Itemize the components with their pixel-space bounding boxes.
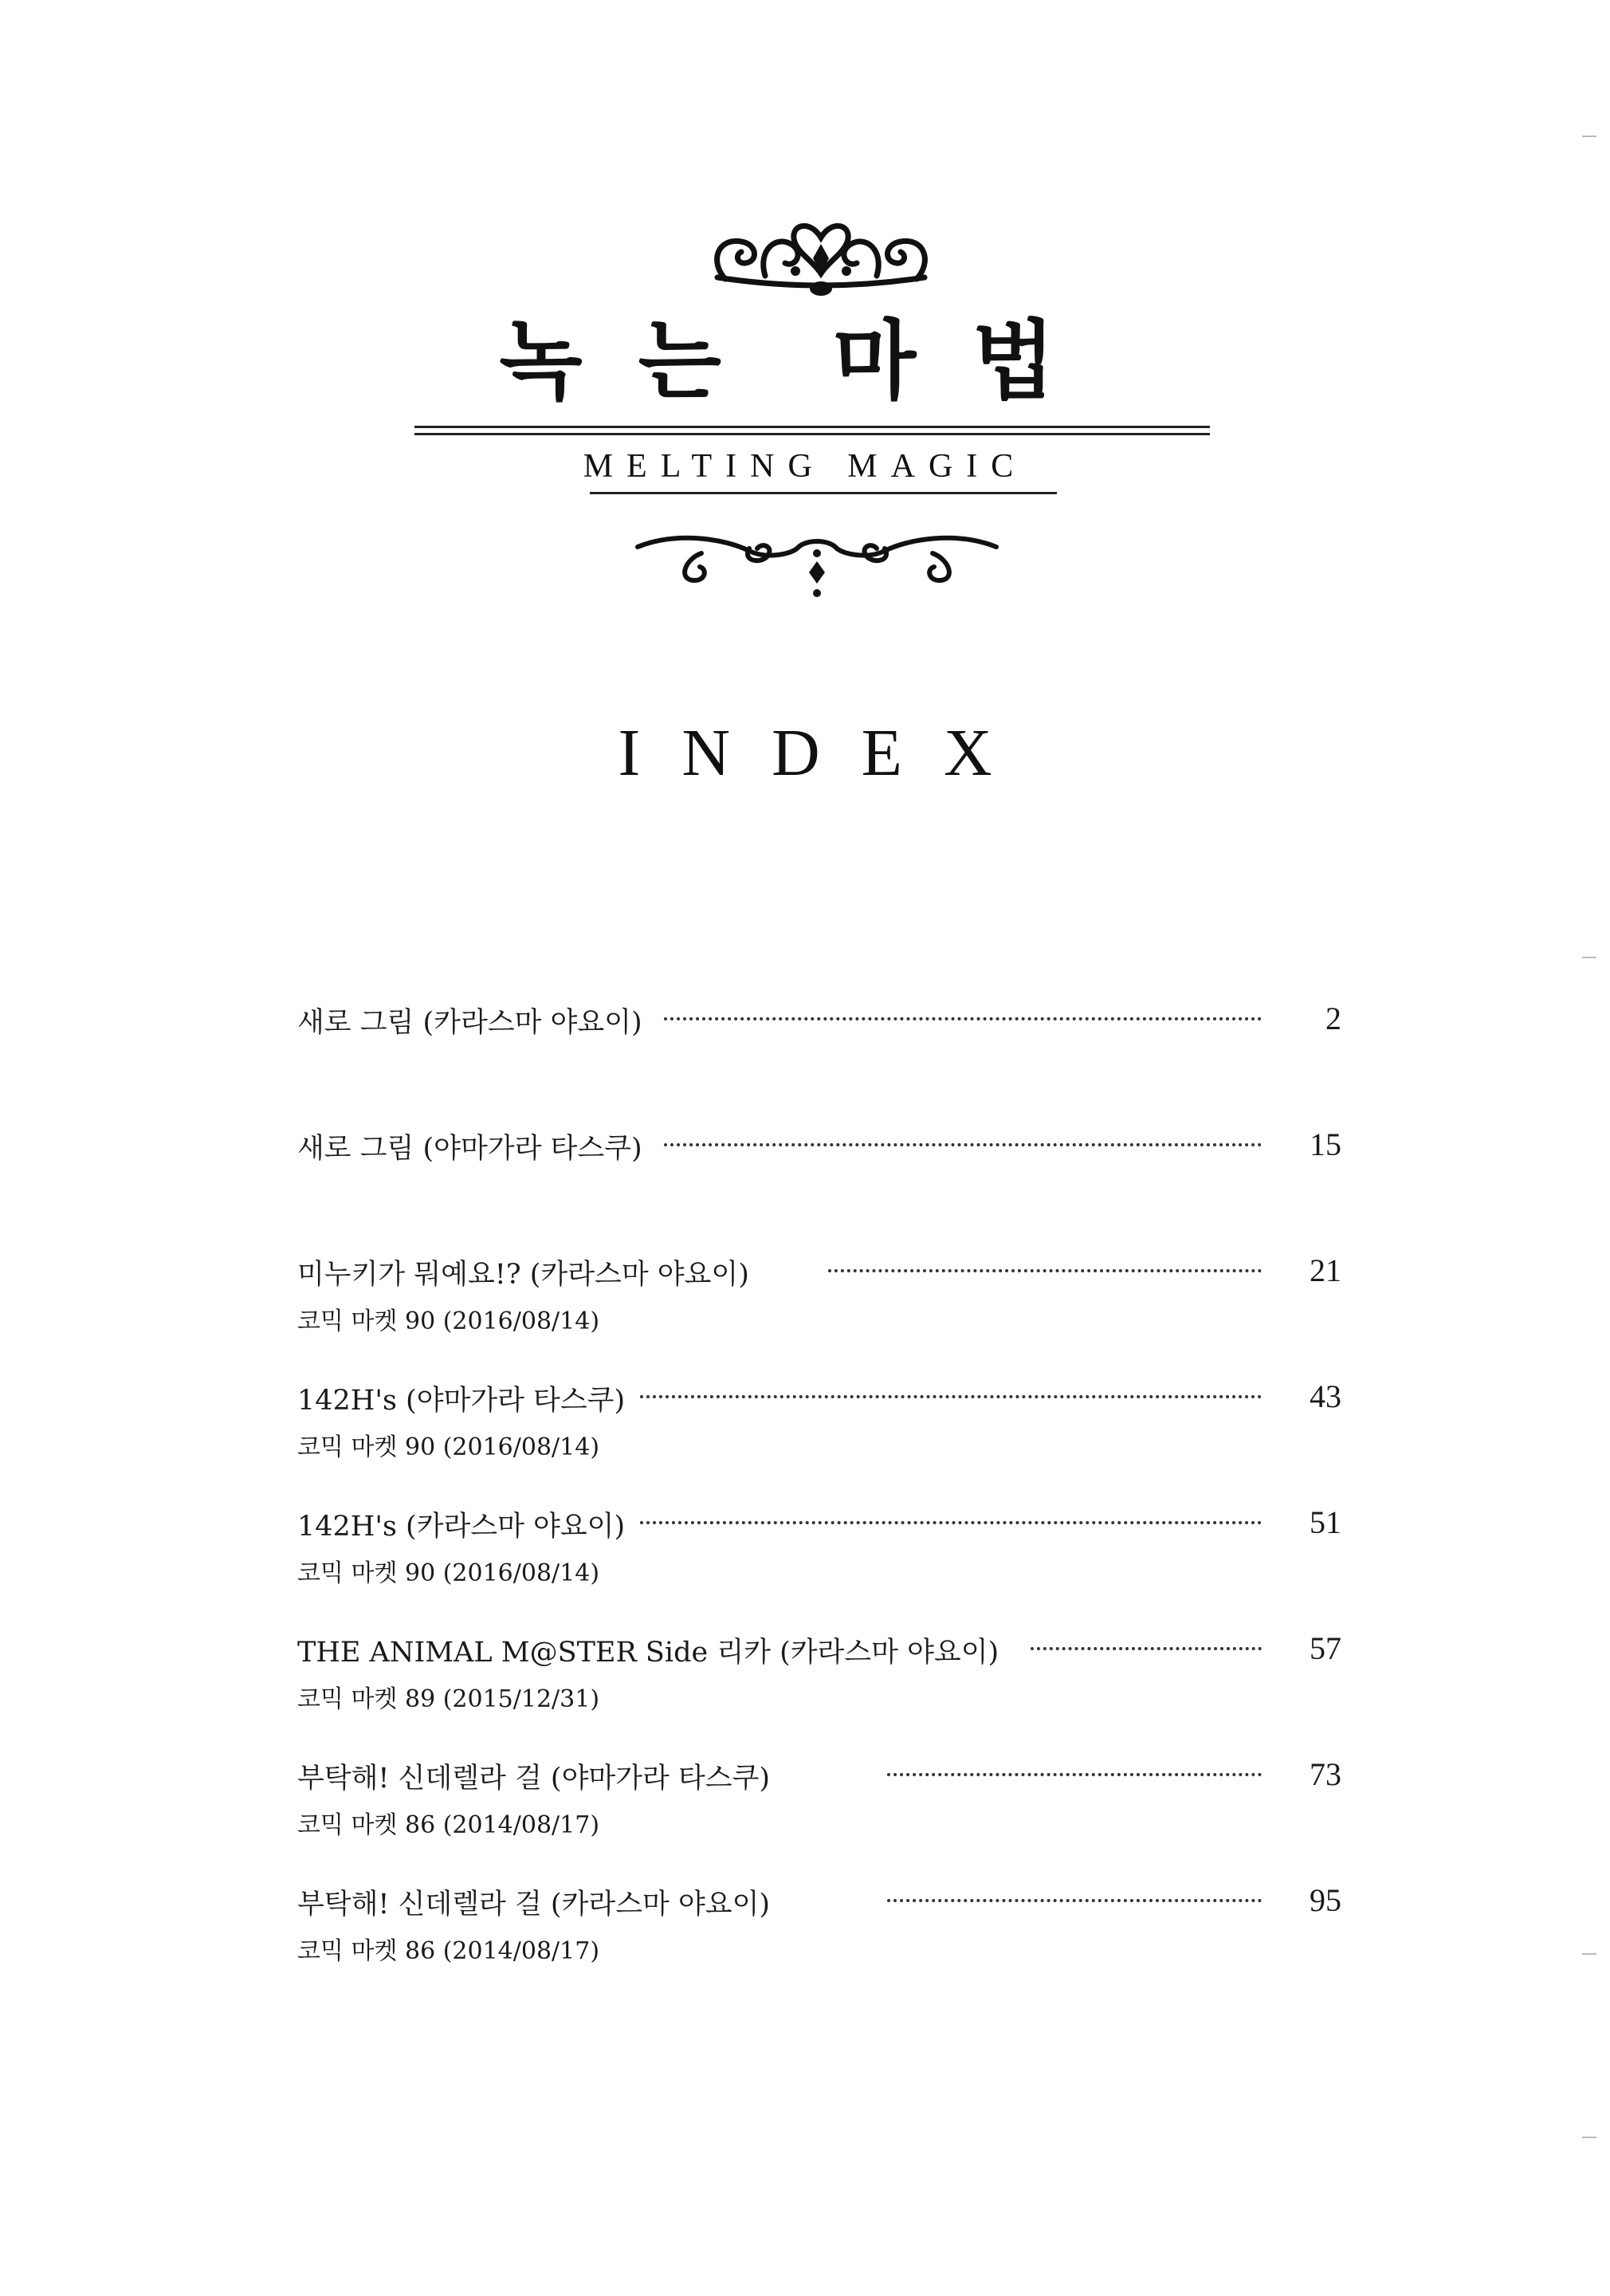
toc-entry-title: 새로 그림 (카라스마 야요이): [297, 1007, 642, 1039]
toc-dot-leader: [664, 1143, 1262, 1146]
toc-entry: [297, 997, 1341, 1044]
toc-dot-leader: [640, 1395, 1262, 1398]
toc-entry: [297, 1248, 1341, 1336]
toc-entry: [297, 1752, 1341, 1840]
toc-dot-leader: [887, 1899, 1262, 1902]
toc-page-number: 95: [1310, 1882, 1341, 1918]
toc-page-number: 21: [1310, 1252, 1341, 1288]
toc-entry-title: 미누키가 뭐예요!? (카라스마 야요이): [297, 1259, 749, 1291]
toc-entry-title: THE ANIMAL M@STER Side 리카 (카라스마 야요이): [297, 1637, 999, 1669]
title-double-rule: [414, 426, 1210, 435]
korean-title-word-2: 마법: [833, 312, 1111, 411]
subtitle-underline: [590, 492, 1057, 494]
toc-entry: [297, 1500, 1341, 1588]
toc-page-number: 2: [1325, 1001, 1341, 1036]
toc-entry-event: 코믹 마켓 86 (2014/08/17): [297, 1937, 600, 1965]
korean-title: [0, 312, 1610, 411]
toc-page-number: 51: [1310, 1504, 1341, 1540]
scan-mark: [1582, 1953, 1596, 1955]
korean-title-word-1: 녹는: [499, 312, 777, 411]
toc-entry: [297, 1374, 1341, 1462]
toc-page-number: 73: [1310, 1756, 1341, 1792]
toc-entry: [297, 1878, 1341, 1966]
scan-mark: [1582, 136, 1596, 137]
toc-entry: [297, 1626, 1341, 1714]
toc-entry-title: 142H's (카라스마 야요이): [297, 1511, 626, 1543]
scan-mark: [1582, 957, 1596, 958]
toc-entry-title: 142H's (야마가라 타스쿠): [297, 1385, 626, 1417]
english-title: MELTING MAGIC: [583, 448, 1027, 485]
toc-entry-event: 코믹 마켓 86 (2014/08/17): [297, 1811, 600, 1839]
toc-entry: [297, 1122, 1341, 1170]
toc-entry-event: 코믹 마켓 90 (2016/08/14): [297, 1559, 600, 1587]
toc-entry-title: 부탁해! 신데렐라 걸 (야마가라 타스쿠): [297, 1763, 771, 1795]
toc-entry-event: 코믹 마켓 89 (2015/12/31): [297, 1685, 600, 1713]
toc-page-number: 15: [1310, 1126, 1341, 1162]
toc-entry-title: 부탁해! 신데렐라 걸 (카라스마 야요이): [297, 1889, 771, 1921]
flourish-ornament-icon: [630, 531, 1004, 603]
toc-dot-leader: [828, 1269, 1262, 1272]
toc-dot-leader: [664, 1017, 1262, 1020]
toc-dot-leader: [887, 1773, 1262, 1776]
crown-ornament-icon: [701, 206, 940, 301]
index-heading: INDEX: [618, 716, 1034, 790]
toc-page-number: 43: [1310, 1378, 1341, 1414]
toc-entry-event: 코믹 마켓 90 (2016/08/14): [297, 1433, 600, 1461]
toc-dot-leader: [640, 1521, 1262, 1524]
toc-entry-event: 코믹 마켓 90 (2016/08/14): [297, 1307, 600, 1335]
toc-page-number: 57: [1310, 1630, 1341, 1666]
toc-dot-leader: [1031, 1647, 1262, 1650]
toc-entry-title: 새로 그림 (야마가라 타스쿠): [297, 1133, 642, 1165]
scan-mark: [1582, 2137, 1596, 2138]
